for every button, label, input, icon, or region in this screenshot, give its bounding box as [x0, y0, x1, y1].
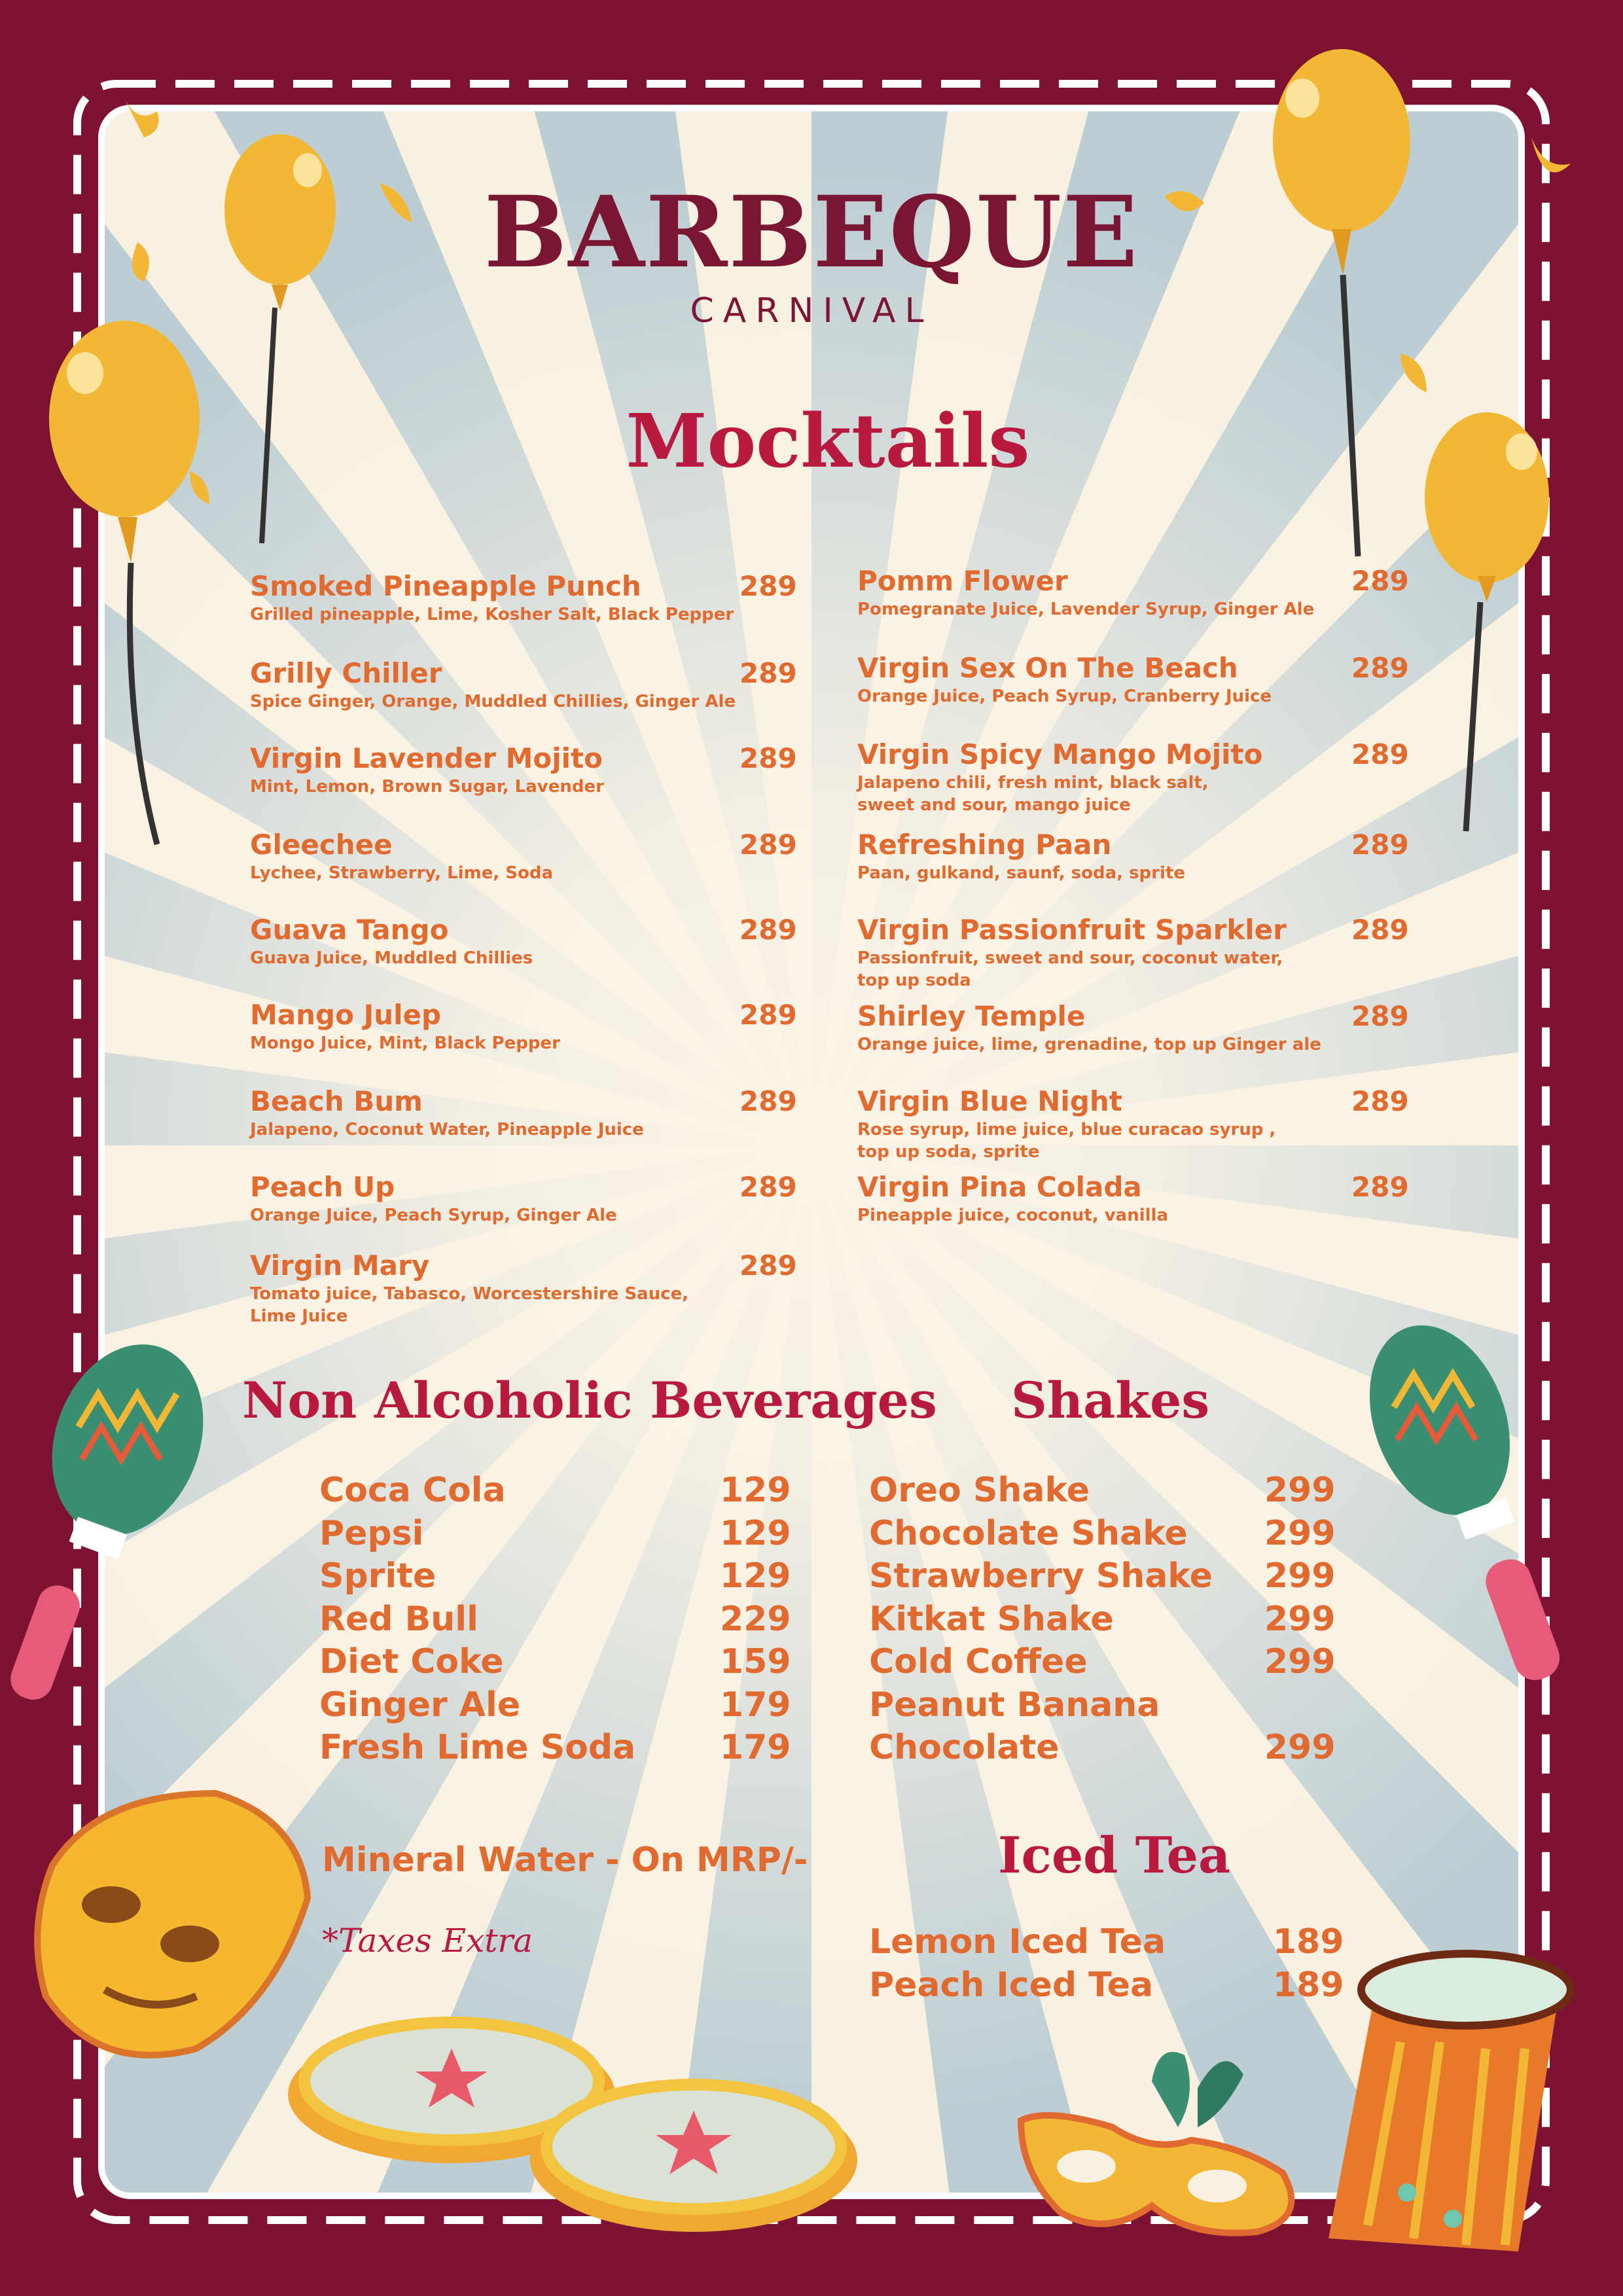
menu-item-name: Peach Up — [250, 1171, 395, 1203]
list-item-name: Chocolate Shake — [869, 1513, 1188, 1553]
menu-item-description: Guava Juice, Muddled Chillies — [250, 948, 533, 968]
menu-item-price: 289 — [1351, 652, 1409, 684]
list-item-price: 299 — [1264, 1728, 1336, 1767]
list-item-price: 129 — [720, 1471, 791, 1510]
menu-item — [250, 742, 818, 798]
menu-item-price: 289 — [1351, 565, 1409, 597]
list-item-name: Ginger Ale — [319, 1685, 521, 1725]
menu-item-description: Passionfruit, sweet and sour, coconut water, top up soda — [857, 948, 1283, 990]
menu-item-name: Pomm Flower — [857, 565, 1068, 597]
menu-item-description: Pomegranate Juice, Lavender Syrup, Ginger Ale — [857, 600, 1315, 619]
list-item-price: 129 — [720, 1556, 791, 1596]
menu-item-price: 289 — [740, 914, 797, 946]
menu-item-price: 289 — [740, 742, 797, 774]
list-item-price: 179 — [720, 1728, 791, 1767]
list-item-price: 299 — [1264, 1513, 1336, 1553]
taxes-note: *Taxes Extra — [322, 1922, 533, 1960]
menu-item-name: Grilly Chiller — [250, 657, 442, 689]
menu-item-description: Spice Ginger, Orange, Muddled Chillies, Ginger Ale — [250, 692, 736, 711]
menu-item — [250, 569, 818, 626]
menu-item-price: 289 — [1351, 1085, 1409, 1117]
menu-item-name: Beach Bum — [250, 1085, 423, 1117]
list-item-name: Strawberry Shake — [869, 1556, 1213, 1596]
section-title-iced-tea: Iced Tea — [998, 1826, 1231, 1884]
list-item-name: Cold Coffee — [869, 1642, 1088, 1681]
mineral-water-note: Mineral Water - On MRP/- — [322, 1840, 808, 1880]
list-item-name: Red Bull — [319, 1599, 478, 1639]
section-title-shakes: Shakes — [1011, 1371, 1210, 1429]
list-item-name: Oreo Shake — [869, 1471, 1090, 1510]
menu-item — [250, 1249, 818, 1327]
list-item-name: Lemon Iced Tea — [869, 1922, 1166, 1962]
list-item-price: 299 — [1264, 1599, 1336, 1639]
list-item-name: Fresh Lime Soda — [319, 1728, 636, 1767]
list-item-price: 299 — [1264, 1642, 1336, 1681]
brand-tagline: CARNIVAL — [690, 291, 933, 331]
menu-item — [857, 828, 1430, 884]
menu-item — [250, 1085, 818, 1141]
menu-item — [857, 1085, 1430, 1163]
menu-item-price: 289 — [740, 570, 797, 602]
menu-item-name: Virgin Sex On The Beach — [857, 652, 1238, 684]
menu-item-description: Mint, Lemon, Brown Sugar, Lavender — [250, 777, 604, 797]
menu-item-price: 289 — [740, 657, 797, 689]
list-item-name: Pepsi — [319, 1513, 424, 1553]
menu-item-price: 289 — [740, 999, 797, 1031]
menu-item — [857, 913, 1430, 992]
list-item-name: Sprite — [319, 1556, 437, 1596]
menu-item-price: 289 — [1351, 1171, 1409, 1203]
list-item-price: 159 — [720, 1642, 791, 1681]
menu-item-price: 289 — [740, 1171, 797, 1203]
menu-item-name: Refreshing Paan — [857, 829, 1112, 861]
list-item-price: 229 — [720, 1599, 791, 1639]
menu-item-description: Orange Juice, Peach Syrup, Cranberry Juice — [857, 687, 1272, 706]
list-item-name: Coca Cola — [319, 1471, 506, 1510]
menu-item-description: Grilled pineapple, Lime, Kosher Salt, Black Pepper — [250, 605, 734, 624]
menu-item — [250, 998, 818, 1054]
menu-item-price: 289 — [740, 829, 797, 861]
menu-item-price: 289 — [1351, 829, 1409, 861]
list-item-name: Chocolate — [869, 1728, 1060, 1767]
menu-item-name: Virgin Lavender Mojito — [250, 742, 603, 774]
menu-item-name: Virgin Blue Night — [857, 1085, 1122, 1117]
section-title-mocktails: Mocktails — [626, 399, 1030, 484]
list-item-price: 189 — [1273, 1965, 1344, 2005]
menu-item-price: 289 — [740, 1085, 797, 1117]
menu-item-description: Rose syrup, lime juice, blue curacao syrup , top up soda, sprite — [857, 1120, 1276, 1162]
menu-item-name: Shirley Temple — [857, 1000, 1086, 1032]
list-item-name: Peach Iced Tea — [869, 1965, 1154, 2005]
menu-item-price: 289 — [1351, 1000, 1409, 1032]
menu-item-description: Paan, gulkand, saunf, soda, sprite — [857, 863, 1185, 883]
list-item-price: 299 — [1264, 1556, 1336, 1596]
menu-item-description: Mongo Juice, Mint, Black Pepper — [250, 1033, 560, 1053]
menu-item-description: Lychee, Strawberry, Lime, Soda — [250, 863, 554, 883]
menu-item-description: Pineapple juice, coconut, vanilla — [857, 1206, 1168, 1225]
menu-item — [250, 656, 818, 713]
menu-item — [857, 564, 1430, 620]
menu-item-name: Virgin Pina Colada — [857, 1171, 1142, 1203]
menu-item-description: Jalapeno chili, fresh mint, black salt, sweet and sour, mango juice — [857, 773, 1209, 815]
menu-item-description: Tomato juice, Tabasco, Worcestershire Sauce, Lime Juice — [250, 1284, 689, 1326]
menu-item — [250, 1170, 818, 1227]
list-item-name: Peanut Banana — [869, 1685, 1160, 1725]
menu-item — [857, 651, 1430, 708]
list-item-price: 299 — [1264, 1471, 1336, 1510]
menu-item — [250, 913, 818, 969]
brand-name: BARBEQUE — [484, 175, 1139, 290]
menu-item-name: Gleechee — [250, 829, 393, 861]
menu-item-description: Orange juice, lime, grenadine, top up Ginger ale — [857, 1035, 1321, 1054]
menu-item-name: Virgin Spicy Mango Mojito — [857, 738, 1263, 770]
brand-logo — [0, 177, 1623, 334]
menu-item-price: 289 — [1351, 914, 1409, 946]
menu-item — [857, 738, 1430, 816]
list-item-price: 179 — [720, 1685, 791, 1725]
menu-item-price: 289 — [1351, 738, 1409, 770]
list-item-name: Kitkat Shake — [869, 1599, 1114, 1639]
list-item-name: Diet Coke — [319, 1642, 504, 1681]
menu-item-description: Orange Juice, Peach Syrup, Ginger Ale — [250, 1206, 617, 1225]
menu-item-name: Mango Julep — [250, 999, 442, 1031]
menu-item-name: Smoked Pineapple Punch — [250, 570, 641, 602]
menu-item-name: Virgin Passionfruit Sparkler — [857, 914, 1287, 946]
list-item-price: 189 — [1273, 1922, 1344, 1962]
menu-item-name: Virgin Mary — [250, 1249, 430, 1282]
menu-item — [857, 1170, 1430, 1227]
list-item-price: 129 — [720, 1513, 791, 1553]
menu-item — [857, 999, 1430, 1056]
menu-item — [250, 828, 818, 884]
menu-item-price: 289 — [740, 1249, 797, 1282]
menu-item-description: Jalapeno, Coconut Water, Pineapple Juice — [250, 1120, 644, 1139]
section-title-non-alcoholic: Non Alcoholic Beverages — [242, 1371, 937, 1429]
menu-item-name: Guava Tango — [250, 914, 449, 946]
tambourine-icon — [530, 2085, 857, 2232]
